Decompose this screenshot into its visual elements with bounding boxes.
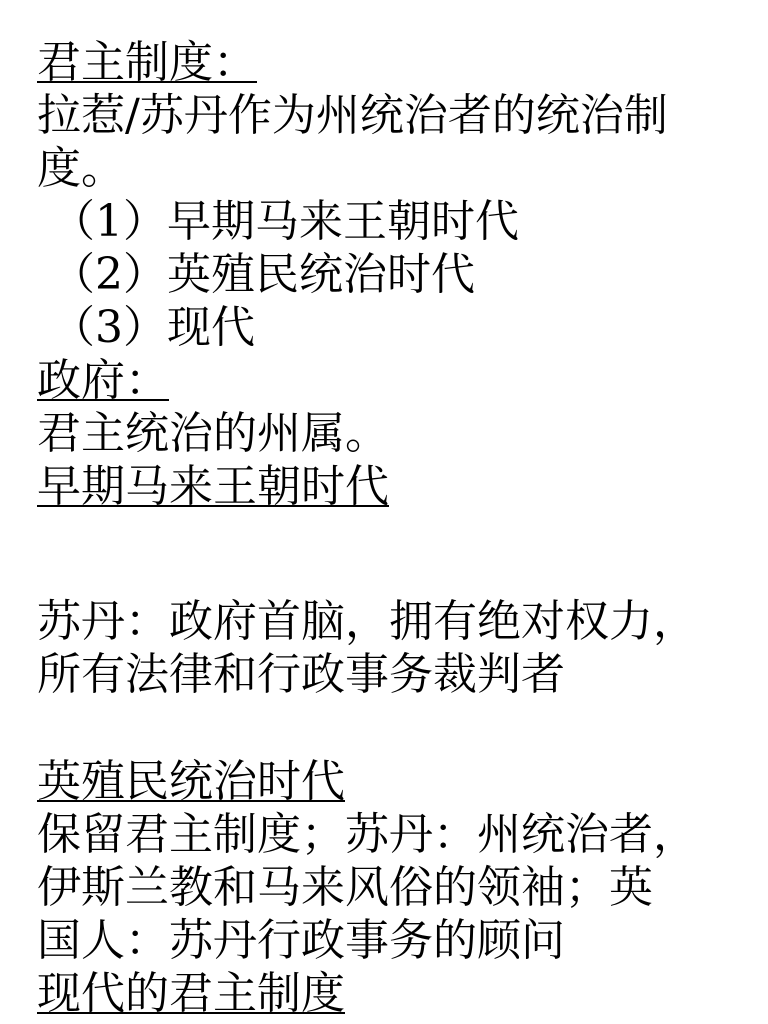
monarchy-definition-line-2: 度。 — [37, 143, 125, 194]
modern-era-heading-line — [37, 967, 737, 1020]
early-era-heading: 早期马来王朝时代 — [37, 461, 389, 512]
early-era-text-line-2: 所有法律和行政事务裁判者 — [37, 649, 565, 700]
early-era-heading-line — [37, 460, 737, 513]
period-item-1: （1）早期马来王朝时代 — [51, 196, 519, 247]
modern-era-heading: 现代的君主制度 — [37, 968, 345, 1019]
colonial-era-heading-line — [37, 755, 737, 808]
government-heading: 政府： — [37, 355, 169, 406]
colonial-era-text-line-3: 国人：苏丹行政事务的顾问 — [37, 915, 565, 966]
monarchy-heading-line — [37, 36, 737, 89]
colonial-era-heading: 英殖民统治时代 — [37, 756, 345, 807]
document-page — [37, 36, 737, 1020]
government-definition: 君主统治的州属。 — [37, 408, 389, 459]
period-item-3: （3）现代 — [51, 302, 255, 353]
colonial-era-text-line-2: 伊斯兰教和马来风俗的领袖；英 — [37, 862, 653, 913]
spacer — [37, 513, 737, 595]
government-heading-line — [37, 354, 737, 407]
early-era-text-line-1: 苏丹：政府首脑，拥有绝对权力， — [37, 596, 697, 647]
monarchy-heading: 君主制度： — [37, 37, 257, 88]
period-item-2: （2）英殖民统治时代 — [51, 249, 475, 300]
colonial-era-text-line-1: 保留君主制度；苏丹：州统治者， — [37, 809, 697, 860]
spacer — [37, 701, 737, 755]
monarchy-definition-line-1: 拉惹/苏丹作为州统治者的统治制 — [37, 90, 668, 141]
